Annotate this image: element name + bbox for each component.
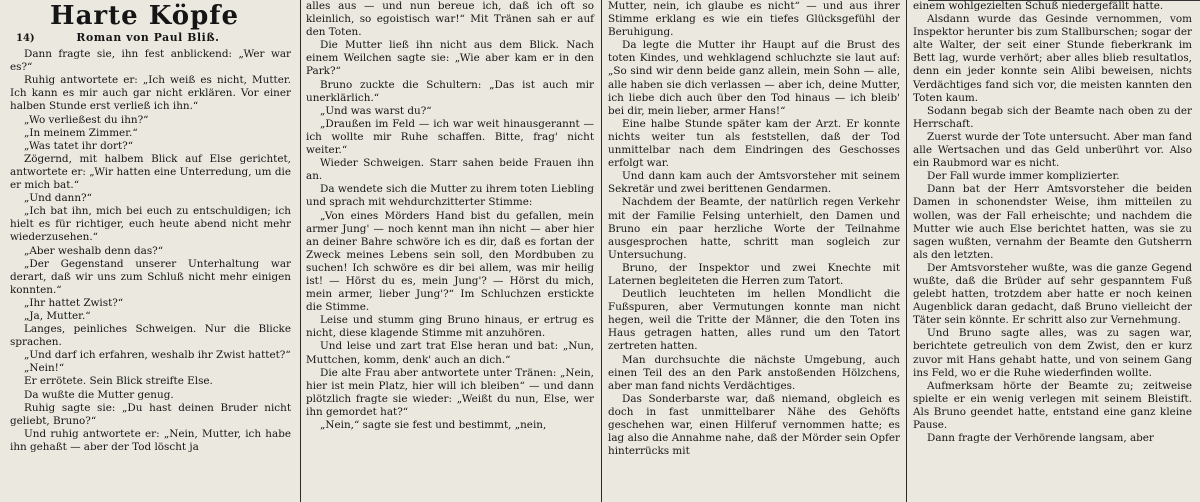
story-title: Harte Köpfe (50, 1, 239, 31)
paragraph: Dann bat der Herr Amtsvorsteher die beiden Damen in schonendster Weise, ihm mitteilen zu wollen, was der Fall erheischte; und nachdem die Mutter wie auch Else berichtet hatten, was sie zu sagen wußten, vernahm der Beamte den Gutsherrn als den letzten. (913, 183, 1192, 261)
paragraph: Und leise und zart trat Else heran und bat: „Nun, Muttchen, komm, denk' auch an dich.“ (306, 340, 594, 366)
paragraph: Der Amtsvorsteher wußte, was die ganze Gegend wußte, daß die Brüder auf sehr gespanntem Fuß gelebt hatten, trotzdem aber hatte er noch keinen Augenblick daran gedacht, daß Bruno vielleicht der Täter sein könnte. Er schritt also zur Vernehmung. (913, 261, 1192, 327)
paragraph: Zögernd, mit halbem Blick auf Else gerichtet, antwortete er: „Wir hatten eine Unterredung, um die er mich bat.“ (10, 152, 291, 192)
paragraph: „Wo verließest du ihn?“ (24, 113, 149, 126)
story-subtitle: Roman von Paul Bliß. (76, 31, 220, 44)
paragraph: Und dann kam auch der Amtsvorsteher mit seinem Sekretär und zwei berittenen Gendarmen. (608, 170, 900, 196)
paragraph: Die Mutter ließ ihn nicht aus dem Blick. Nach einem Weilchen sagte sie: „Wie aber kam er in den Park?“ (306, 39, 594, 78)
paragraph: „Nein,“ sagte sie fest und bestimmt, „nein, (320, 419, 547, 431)
paragraph: Und Bruno sagte alles, was zu sagen war, berichtete getreulich von dem Zwist, den er kurz zuvor mit Hans gehabt hatte, und von seinem Gang ins Feld, wo er die Ruhe wiederfinden wollte. (913, 327, 1192, 379)
paragraph: Alsdann wurde das Gesinde vernommen, vom Inspektor herunter bis zum Stallburschen; sogar der alte Walter, der seit einer Stunde fieberkrank im Bett lag, wurde verhört; aber alles blieb resultatlos, denn ein jeder konnte sein Alibi beweisen, nichts Verdächtiges fand sich vor, die meisten kannten den Toten kaum. (913, 13, 1192, 104)
paragraph: „Ich bat ihn, mich bei euch zu entschuldigen; ich hielt es für richtiger, euch heute abend nicht mehr wiederzusehen.“ (10, 205, 291, 244)
paragraph: Dann fragte der Verhörende langsam, aber (927, 432, 1154, 445)
paragraph: Zuerst wurde der Tote untersucht. Aber man fand alle Wertsachen und das Geld unberührt vor. Also ein Raubmord war es nicht. (913, 130, 1192, 170)
paragraph: Und ruhig antwortete er: „Nein, Mutter, ich habe ihn gehaßt — aber der Tod löscht ja (10, 427, 291, 453)
column-divider (601, 0, 602, 502)
paragraph: Die alte Frau aber antwortete unter Tränen: „Nein, hier ist mein Platz, hier will ich bleiben“ — und dann plötzlich fragte sie wieder: „Weißt du nun, Else, wer ihn gemordet hat?“ (306, 366, 594, 418)
column-4 (909, 0, 1196, 502)
paragraph: Deutlich leuchteten im hellen Mondlicht die Fußspuren, aber Vermutungen konnte man nicht hegen, weil die Tritte der Männer, die den Toten ins Haus getragen hatten, alles rund um den Tatort zertreten hatten. (608, 288, 900, 353)
paragraph: Dann fragte sie, ihn fest anblickend: „Wer war es?“ (10, 48, 291, 74)
paragraph: Der Fall wurde immer komplizierter. (927, 170, 1120, 183)
paragraph: Leise und stumm ging Bruno hinaus, er ertrug es nicht, diese klagende Stimme mit anzuhören. (306, 314, 594, 340)
paragraph: Das Sonderbarste war, daß niemand, obgleich es doch in fast unmittelbarer Nähe des Gehöfts geschehen war, einen Hilferuf vernommen hatte; es lag also die Annahme nahe, daß der Mörder sein Opfer hinterrücks mit (608, 392, 900, 458)
column-2-text (306, 0, 594, 432)
paragraph: Da legte die Mutter ihr Haupt auf die Brust des toten Kindes, und wehklagend schluchzte sie laut auf: „So sind wir denn beide ganz allein, mein Sohn — alle, alle haben sie dich verlassen — aber ich, deine Mutter, ich liebe dich auch über den Tod hinaus — ich bleib' bei dir, mein lieber, armer Hans!“ (608, 39, 900, 117)
paragraph: Man durchsuchte die nächste Umgebung, auch einen Teil des an den Park anstoßenden Hölzchens, aber man fand nichts Verdächtiges. (608, 353, 900, 392)
installment-number: 14) (16, 33, 35, 44)
column-divider (300, 0, 301, 502)
column-1 (6, 0, 295, 502)
column-3 (604, 0, 904, 502)
paragraph: „Aber weshalb denn das?“ (24, 244, 164, 257)
paragraph: „Und was warst du?“ (320, 104, 432, 117)
paragraph: „Ja, Mutter.“ (24, 309, 91, 322)
paragraph: Er errötete. Sein Blick streifte Else. (24, 375, 213, 388)
paragraph: Langes, peinliches Schweigen. Nur die Blicke sprachen. (10, 323, 291, 349)
paragraph: einem wohlgezielten Schuß niedergefällt hatte. (913, 0, 1164, 12)
paragraph: Ruhig sagte sie: „Du hast deinen Bruder nicht geliebt, Bruno?“ (10, 401, 291, 427)
paragraph: „Was tatet ihr dort?“ (24, 139, 134, 152)
paragraph: Ruhig antwortete er: „Ich weiß es nicht, Mutter. Ich kann es mir auch gar nicht erklären. Vor einer halben Stunde erst verließ ich ihn.“ (10, 74, 291, 113)
paragraph: „Draußen im Feld — ich war weit hinausgerannt — ich wollte mir Ruhe schaffen. Bitte, frag' nicht weiter.“ (306, 117, 594, 157)
serial-line (16, 31, 291, 46)
paragraph: „Der Gegenstand unserer Unterhaltung war derart, daß wir uns zum Schluß nicht mehr einigen konnten.“ (10, 257, 291, 296)
paragraph: Sodann begab sich der Beamte nach oben zu der Herrschaft. (913, 104, 1192, 130)
paragraph: „Ihr hattet Zwist?“ (24, 296, 124, 309)
column-4-text (913, 0, 1192, 445)
paragraph: Da wußte die Mutter genug. (24, 388, 174, 401)
column-2 (302, 0, 598, 502)
paragraph: „Und dann?“ (24, 192, 92, 205)
paragraph: alles aus — und nun bereue ich, daß ich oft so kleinlich, so egoistisch war!“ Mit Tränen sah er auf den Toten. (306, 0, 594, 39)
paragraph: Aufmerksam hörte der Beamte zu; zeitweise spielte er ein wenig verlegen mit seinem Bleistift. Als Bruno geendet hatte, entstand eine ganz kleine Pause. (913, 379, 1192, 431)
column-3-text (608, 0, 900, 458)
paragraph: Da wendete sich die Mutter zu ihrem toten Liebling und sprach mit wehdurchzitterter Stimme: (306, 183, 594, 209)
column-divider (906, 0, 907, 502)
paragraph: Wieder Schweigen. Starr sahen beide Frauen ihn an. (306, 157, 594, 183)
paragraph: Bruno, der Inspektor und zwei Knechte mit Laternen begleiteten die Herren zum Tatort. (608, 261, 900, 287)
paragraph: „Von eines Mörders Hand bist du gefallen, mein armer Jung' — noch kennt man ihn nicht — aber hier an deiner Bahre schwöre ich es dir, daß es fortan der Zweck meines Lebens sein soll, den Mordbuben zu suchen! Ich schwöre es dir bei allem, was mir heilig ist! — Hörst du es, mein Jung'? — Hörst du mich, mein armer, lieber Jung'?“ Im Schluchzen erstickte die Stimme. (306, 209, 594, 314)
paragraph: „Und darf ich erfahren, weshalb ihr Zwist hattet?“ (24, 349, 291, 362)
paragraph: Nachdem der Beamte, der natürlich regen Verkehr mit der Familie Felsing unterhielt, den Damen und Bruno ein paar herzliche Worte der Teilnahme ausgesprochen hatte, schritt man sogleich zur Untersuchung. (608, 196, 900, 261)
paragraph: Mutter, nein, ich glaube es nicht“ — und aus ihrer Stimme erklang es wie ein tiefes Glücksgefühl der Beruhigung. (608, 0, 900, 39)
paragraph: „In meinem Zimmer.“ (24, 126, 138, 139)
paragraph: Bruno zuckte die Schultern: „Das ist auch mir unerklärlich.“ (306, 78, 594, 104)
column-1-text (10, 48, 291, 454)
paragraph: Eine halbe Stunde später kam der Arzt. Er konnte nichts weiter tun als feststellen, daß der Tod unmittelbar nach dem Eindringen des Geschosses erfolgt war. (608, 117, 900, 170)
paragraph: „Nein!“ (24, 362, 65, 375)
